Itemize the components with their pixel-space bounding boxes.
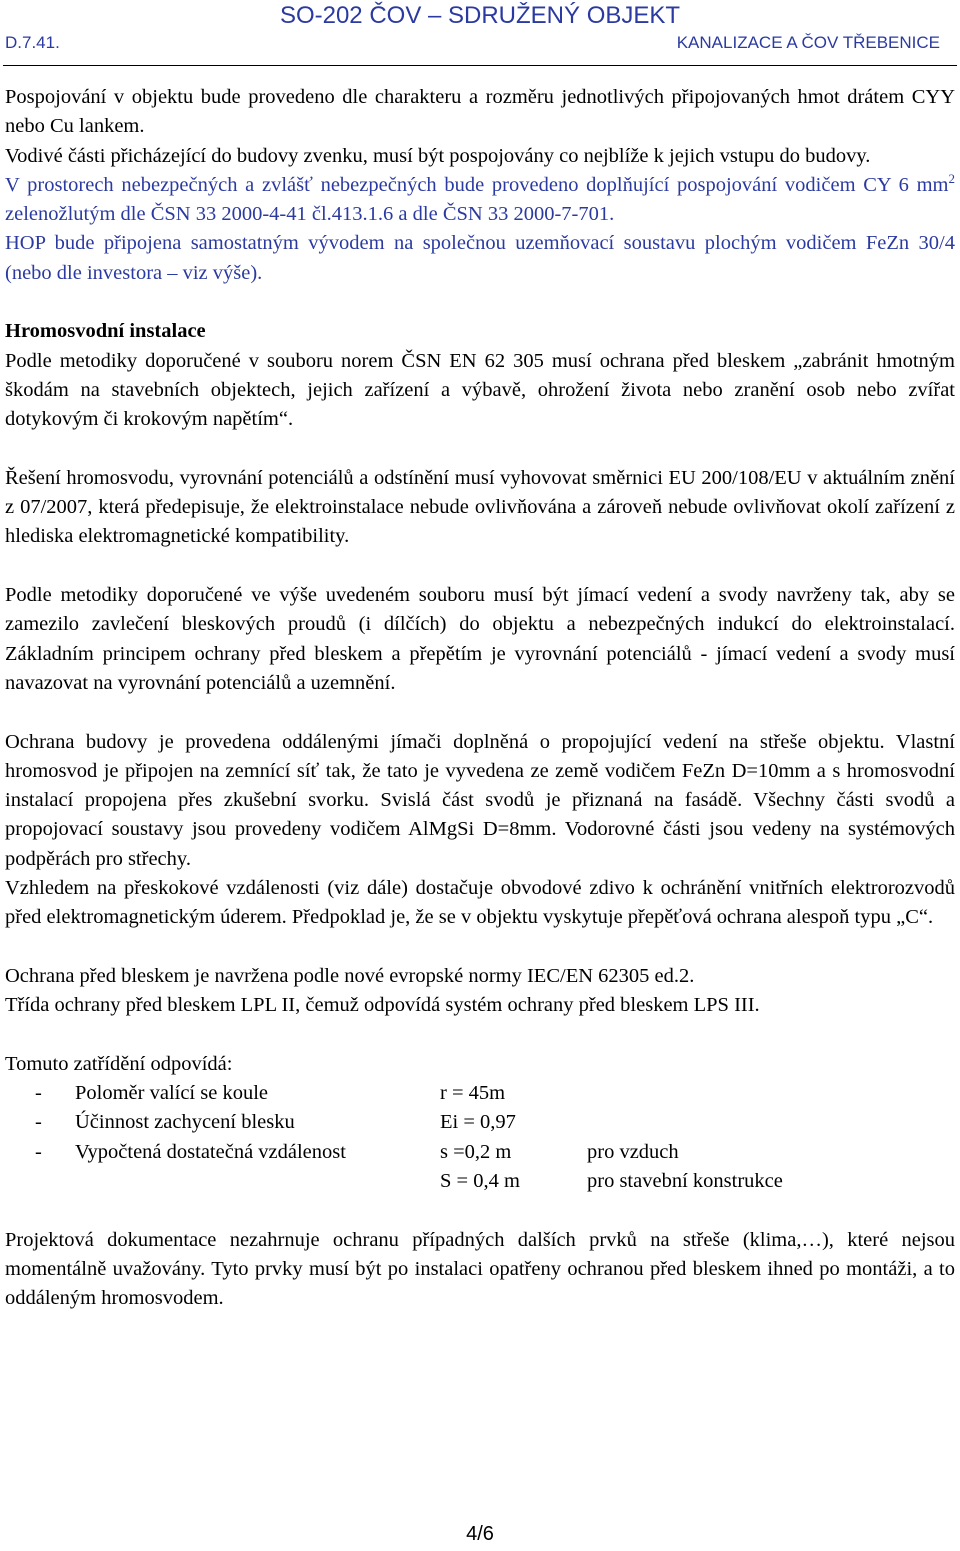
parameter-label: Vypočtená dostatečná vzdálenost bbox=[75, 1140, 346, 1163]
paragraph-separation-distance: Vzhledem na přeskokové vzdálenosti (viz dále) dostačuje obvodové zdivo k ochránění vnitřních elektrorozvodů před elektromagnetickým úderem. Předpoklad je, že se v objektu vyskytuje přepěťová ochrana alespoň typu „C“. bbox=[5, 877, 955, 929]
parameter-row bbox=[5, 1079, 783, 1108]
parameter-label: Poloměr valící se koule bbox=[75, 1082, 268, 1105]
parameter-value: S = 0,4 m bbox=[440, 1169, 520, 1192]
paragraph-standard: Ochrana před bleskem je navržena podle nové evropské normy IEC/EN 62305 ed.2. bbox=[5, 964, 695, 987]
page-number: 4/6 bbox=[466, 1523, 494, 1545]
paragraph-principles: Podle metodiky doporučené ve výše uvedeném souboru musí být jímací vedení a svody navrženy tak, aby se zamezilo zavlečení bleskových proudů (i dílčích) do objektu a nebezpečných indukcí do elektroinstalací. Základním principem ochrany před bleskem a přepětím je vyrovnání potenciálů - jímací vedení a svody musí navazovat na vyrovnání potenciálů a uzemnění. bbox=[5, 584, 955, 694]
parameter-label: Účinnost zachycení blesku bbox=[75, 1111, 295, 1134]
header-title: SO-202 ČOV – SDRUŽENÝ OBJEKT bbox=[279, 2, 681, 29]
parameter-note bbox=[587, 1108, 783, 1137]
parameter-value: s =0,2 m bbox=[440, 1140, 512, 1163]
parameter-note: pro stavební konstrukce bbox=[587, 1169, 783, 1192]
parameter-note bbox=[587, 1079, 783, 1108]
paragraph-methodology: Podle metodiky doporučené v souboru norem ČSN EN 62 305 musí ochrana před bleskem „zabránit hmotným škodám na stavebních objektech, jejich zařízení a výbavě, ohrožení života nebo zranění osob nebo zvířat dotykovým či krokovým napětím“. bbox=[5, 349, 955, 431]
parameter-dash: - bbox=[35, 1140, 42, 1163]
parameter-dash: - bbox=[35, 1111, 42, 1134]
paragraph-eu-directive: Řešení hromosvodu, vyrovnání potenciálů a odstínění musí vyhovovat směrnici EU 200/108/EU v aktuálním znění z 07/2007, která předepisuje, že elektroinstalace nebude ovlivňována a zároveň nebude ovlivňovat okolí zařízení z hlediska elektromagnetické kompatibility. bbox=[5, 466, 955, 548]
parameter-label bbox=[75, 1167, 440, 1196]
parameter-row bbox=[5, 1108, 783, 1137]
parameter-note: pro vzduch bbox=[587, 1140, 679, 1163]
paragraph-bonding: Pospojování v objektu bude provedeno dle charakteru a rozměru jednotlivých připojovaných hmot drátem CYY nebo Cu lankem. bbox=[5, 86, 955, 138]
header-project: KANALIZACE A ČOV TŘEBENICE bbox=[676, 33, 940, 52]
paragraph-building-protection: Ochrana budovy je provedena oddálenými jímači doplněná o propojující vedení na střeše objektu. Vlastní hromosvod je připojen na zemnící síť tak, že tato je vyvedena ze země vodičem FeZn D=10mm a s hromosvodní instalací propojena přes zkušební svorku. Svislá část svodů je přiznaná na fasádě. Všechny části svodů a propojovací soustavy jsou provedeny vodičem AlMgSi D=8mm. Vodorovné části jsou vedeny na systémových podpěrách pro střechy. bbox=[5, 730, 955, 870]
parameter-dash: - bbox=[35, 1082, 42, 1105]
section-heading-lightning: Hromosvodní instalace bbox=[5, 320, 206, 343]
paragraph-supplementary-bonding bbox=[5, 171, 955, 230]
parameter-row bbox=[5, 1167, 783, 1196]
superscript-squared: 2 bbox=[948, 171, 955, 187]
paragraph-protection-class: Třída ochrany před bleskem LPL II, čemuž odpovídá systém ochrany před bleskem LPS III. bbox=[5, 994, 760, 1017]
paragraph-hop: HOP bude připojena samostatným vývodem na společnou uzemňovací soustavu plochým vodičem FeZn 30/4 (nebo dle investora – viz výše). bbox=[5, 232, 955, 284]
parameters-table bbox=[5, 1079, 783, 1196]
header-doc-code: D.7.41. bbox=[5, 33, 60, 52]
bonding-text-start: V prostorech nebezpečných a zvlášť nebezpečných bude provedeno doplňující pospojování vodičem CY 6 mm bbox=[5, 173, 949, 196]
parameter-value: Ei = 0,97 bbox=[440, 1111, 516, 1134]
paragraph-classification-intro: Tomuto zatřídění odpovídá: bbox=[5, 1052, 233, 1075]
parameter-value: r = 45m bbox=[440, 1082, 506, 1105]
paragraph-conductive-parts: Vodivé části přicházející do budovy zvenku, musí být pospojovány co nejblíže k jejich vstupu do budovy. bbox=[5, 144, 871, 167]
paragraph-scope-exclusion: Projektová dokumentace nezahrnuje ochranu případných dalších prvků na střeše (klima,…), které nejsou momentálně uvažovány. Tyto prvky musí být po instalaci opatřeny ochranou před bleskem ihned po montáži, a to oddáleným hromosvodem. bbox=[5, 1228, 955, 1310]
parameter-row bbox=[5, 1138, 783, 1167]
document-body bbox=[5, 83, 955, 1313]
bonding-text-end: zelenožlutým dle ČSN 33 2000-4-41 čl.413.1.6 a dle ČSN 33 2000-7-701. bbox=[5, 203, 615, 226]
header-divider bbox=[3, 65, 957, 66]
parameter-dash bbox=[5, 1167, 75, 1196]
